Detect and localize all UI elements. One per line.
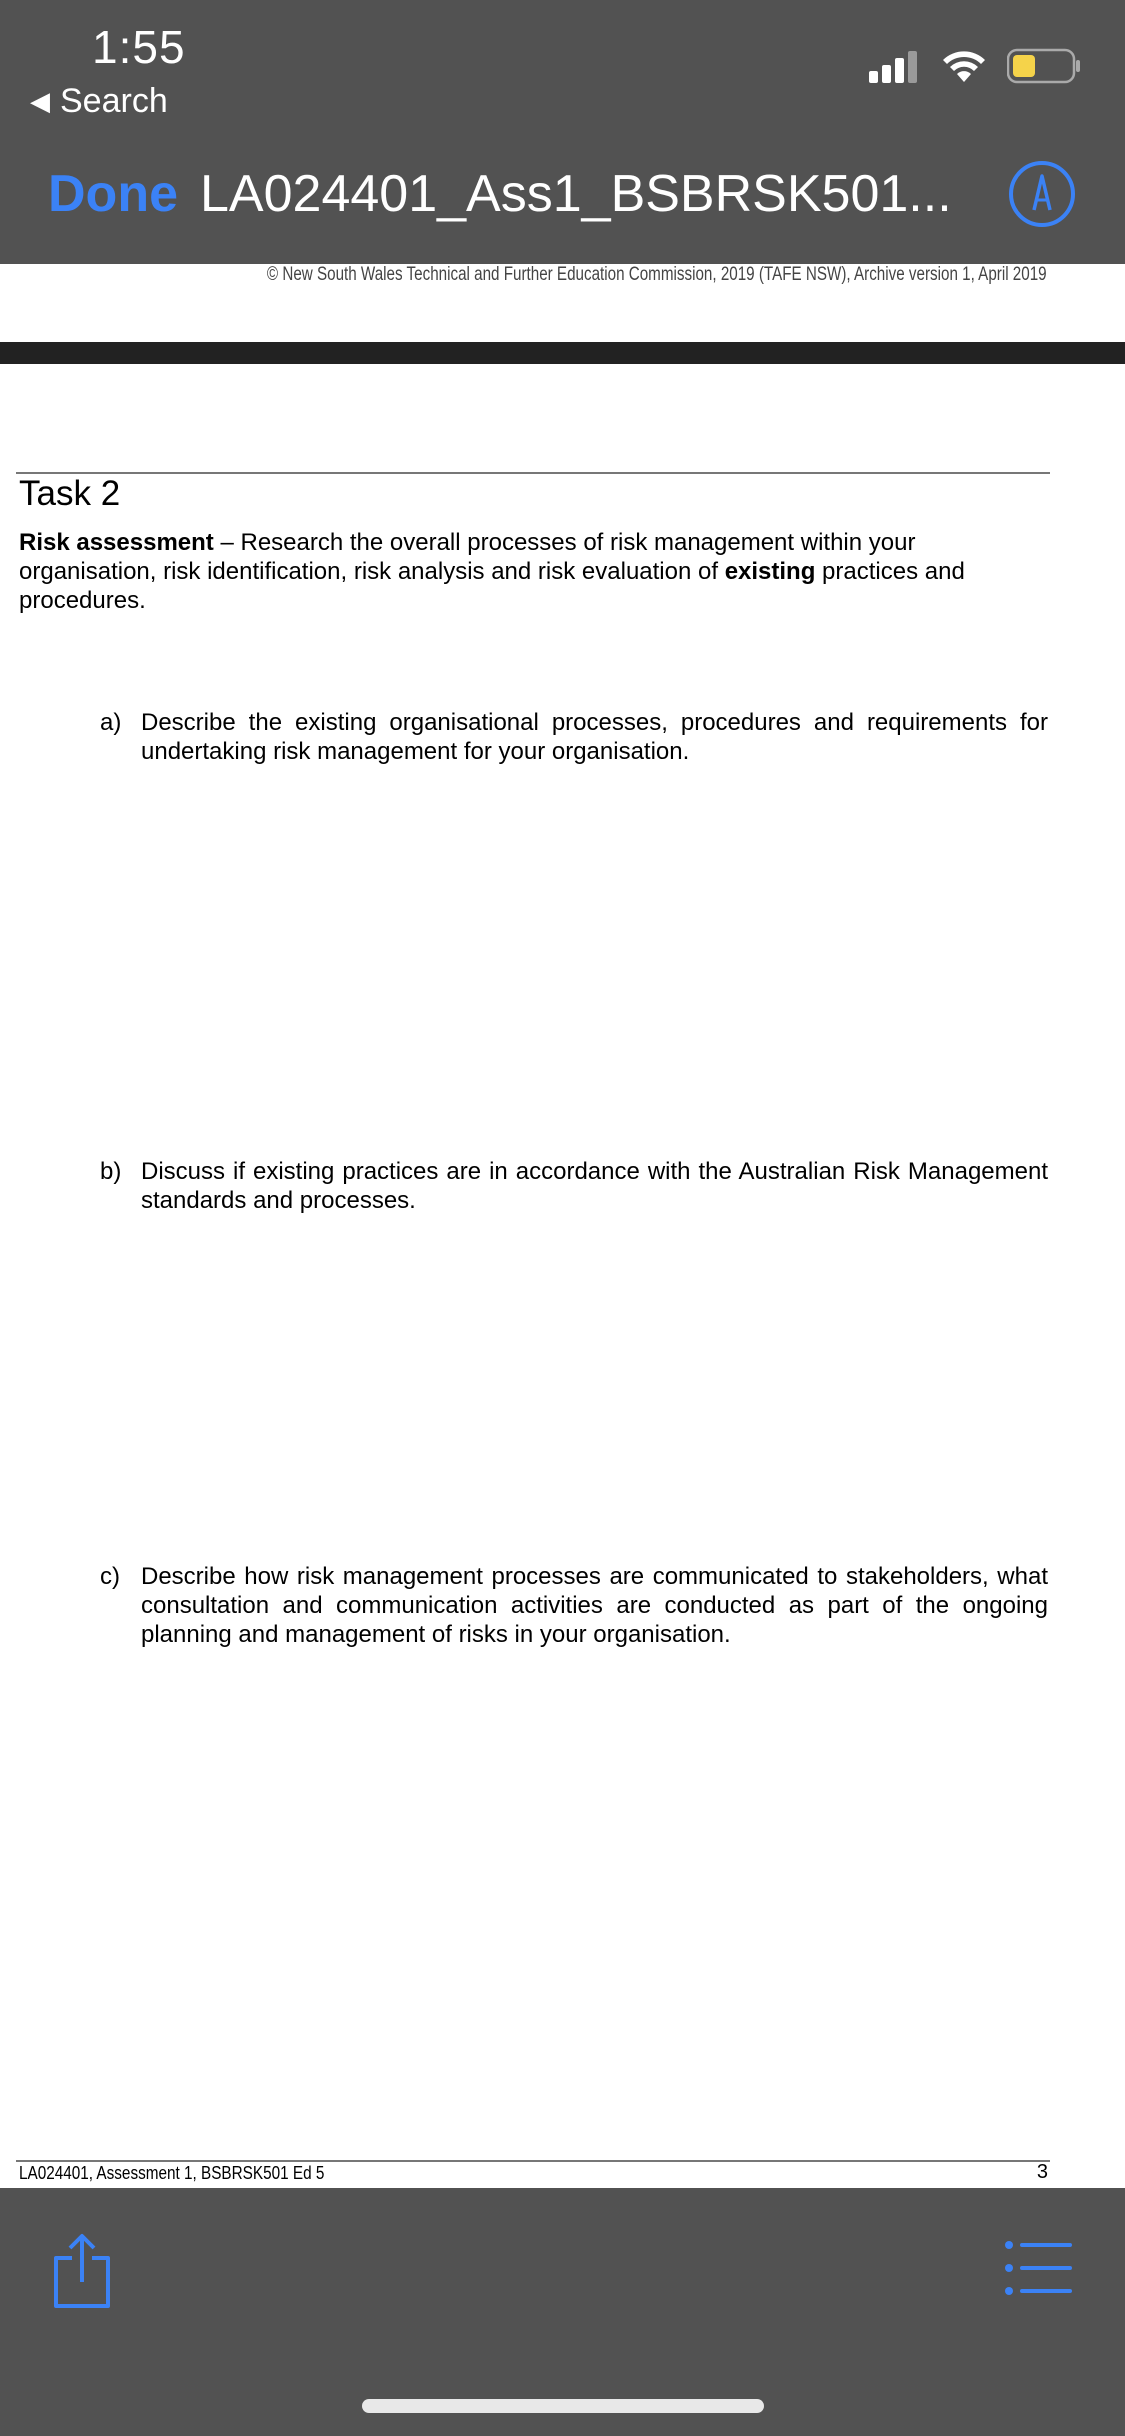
done-button[interactable]: Done xyxy=(48,165,178,223)
question-text: Describe how risk management processes are communicated to stakeholders, what consultation and communication activities are conducted as part of the ongoing planning and management of risks in your organisation. xyxy=(141,1563,1048,1648)
battery-icon xyxy=(1007,48,1081,84)
question-text: Describe the existing organisational processes, procedures and requirements for undertaking risk management for your organisation. xyxy=(141,709,1048,765)
status-time: 1:55 xyxy=(92,21,186,73)
question-a xyxy=(100,708,1048,766)
share-icon[interactable] xyxy=(50,2232,114,2312)
previous-page-bottom xyxy=(0,264,1125,344)
question-label: a) xyxy=(100,709,122,736)
status-icons xyxy=(869,48,1081,84)
task-intro xyxy=(19,528,1049,615)
copyright-notice: © New South Wales Technical and Further Education Commission, 2019 (TAFE NSW), Archive version 1, April 2019 xyxy=(267,264,1047,285)
signal-icon xyxy=(869,49,921,83)
question-label: c) xyxy=(100,1563,120,1590)
intro-bold-2: existing xyxy=(724,558,816,585)
page-footer: LA024401, Assessment 1, BSBRSK501 Ed 5 xyxy=(19,2163,325,2183)
question-label: b) xyxy=(100,1158,122,1185)
question-b xyxy=(100,1157,1048,1215)
home-indicator[interactable] xyxy=(362,2399,764,2413)
bottom-toolbar xyxy=(0,2188,1125,2436)
list-icon[interactable] xyxy=(1004,2240,1072,2296)
back-to-search[interactable] xyxy=(30,82,168,121)
back-arrow-icon: ◀ xyxy=(30,86,50,116)
question-text: Discuss if existing practices are in accordance with the Australian Risk Management standards and processes. xyxy=(141,1158,1048,1214)
document-title: LA024401_Ass1_BSBRSK501... xyxy=(200,165,952,223)
top-bar xyxy=(0,0,1125,264)
wifi-icon xyxy=(941,49,987,83)
document-nav xyxy=(0,160,1125,240)
header-rule xyxy=(16,472,1050,474)
document-page xyxy=(0,364,1125,2188)
markup-pen-icon[interactable] xyxy=(1008,160,1076,228)
intro-text-2: practices and procedures. xyxy=(19,558,965,614)
task-title: Task 2 xyxy=(19,474,121,513)
intro-bold: Risk assessment xyxy=(19,529,214,556)
back-label: Search xyxy=(60,82,168,120)
page-separator xyxy=(0,342,1125,364)
page-number: 3 xyxy=(1036,2161,1048,2183)
question-c xyxy=(100,1562,1048,1649)
footer-rule xyxy=(16,2160,1050,2162)
intro-text-1: – Research the overall processes of risk management within your organisation, risk identification, risk analysis and risk evaluation of xyxy=(19,529,916,585)
